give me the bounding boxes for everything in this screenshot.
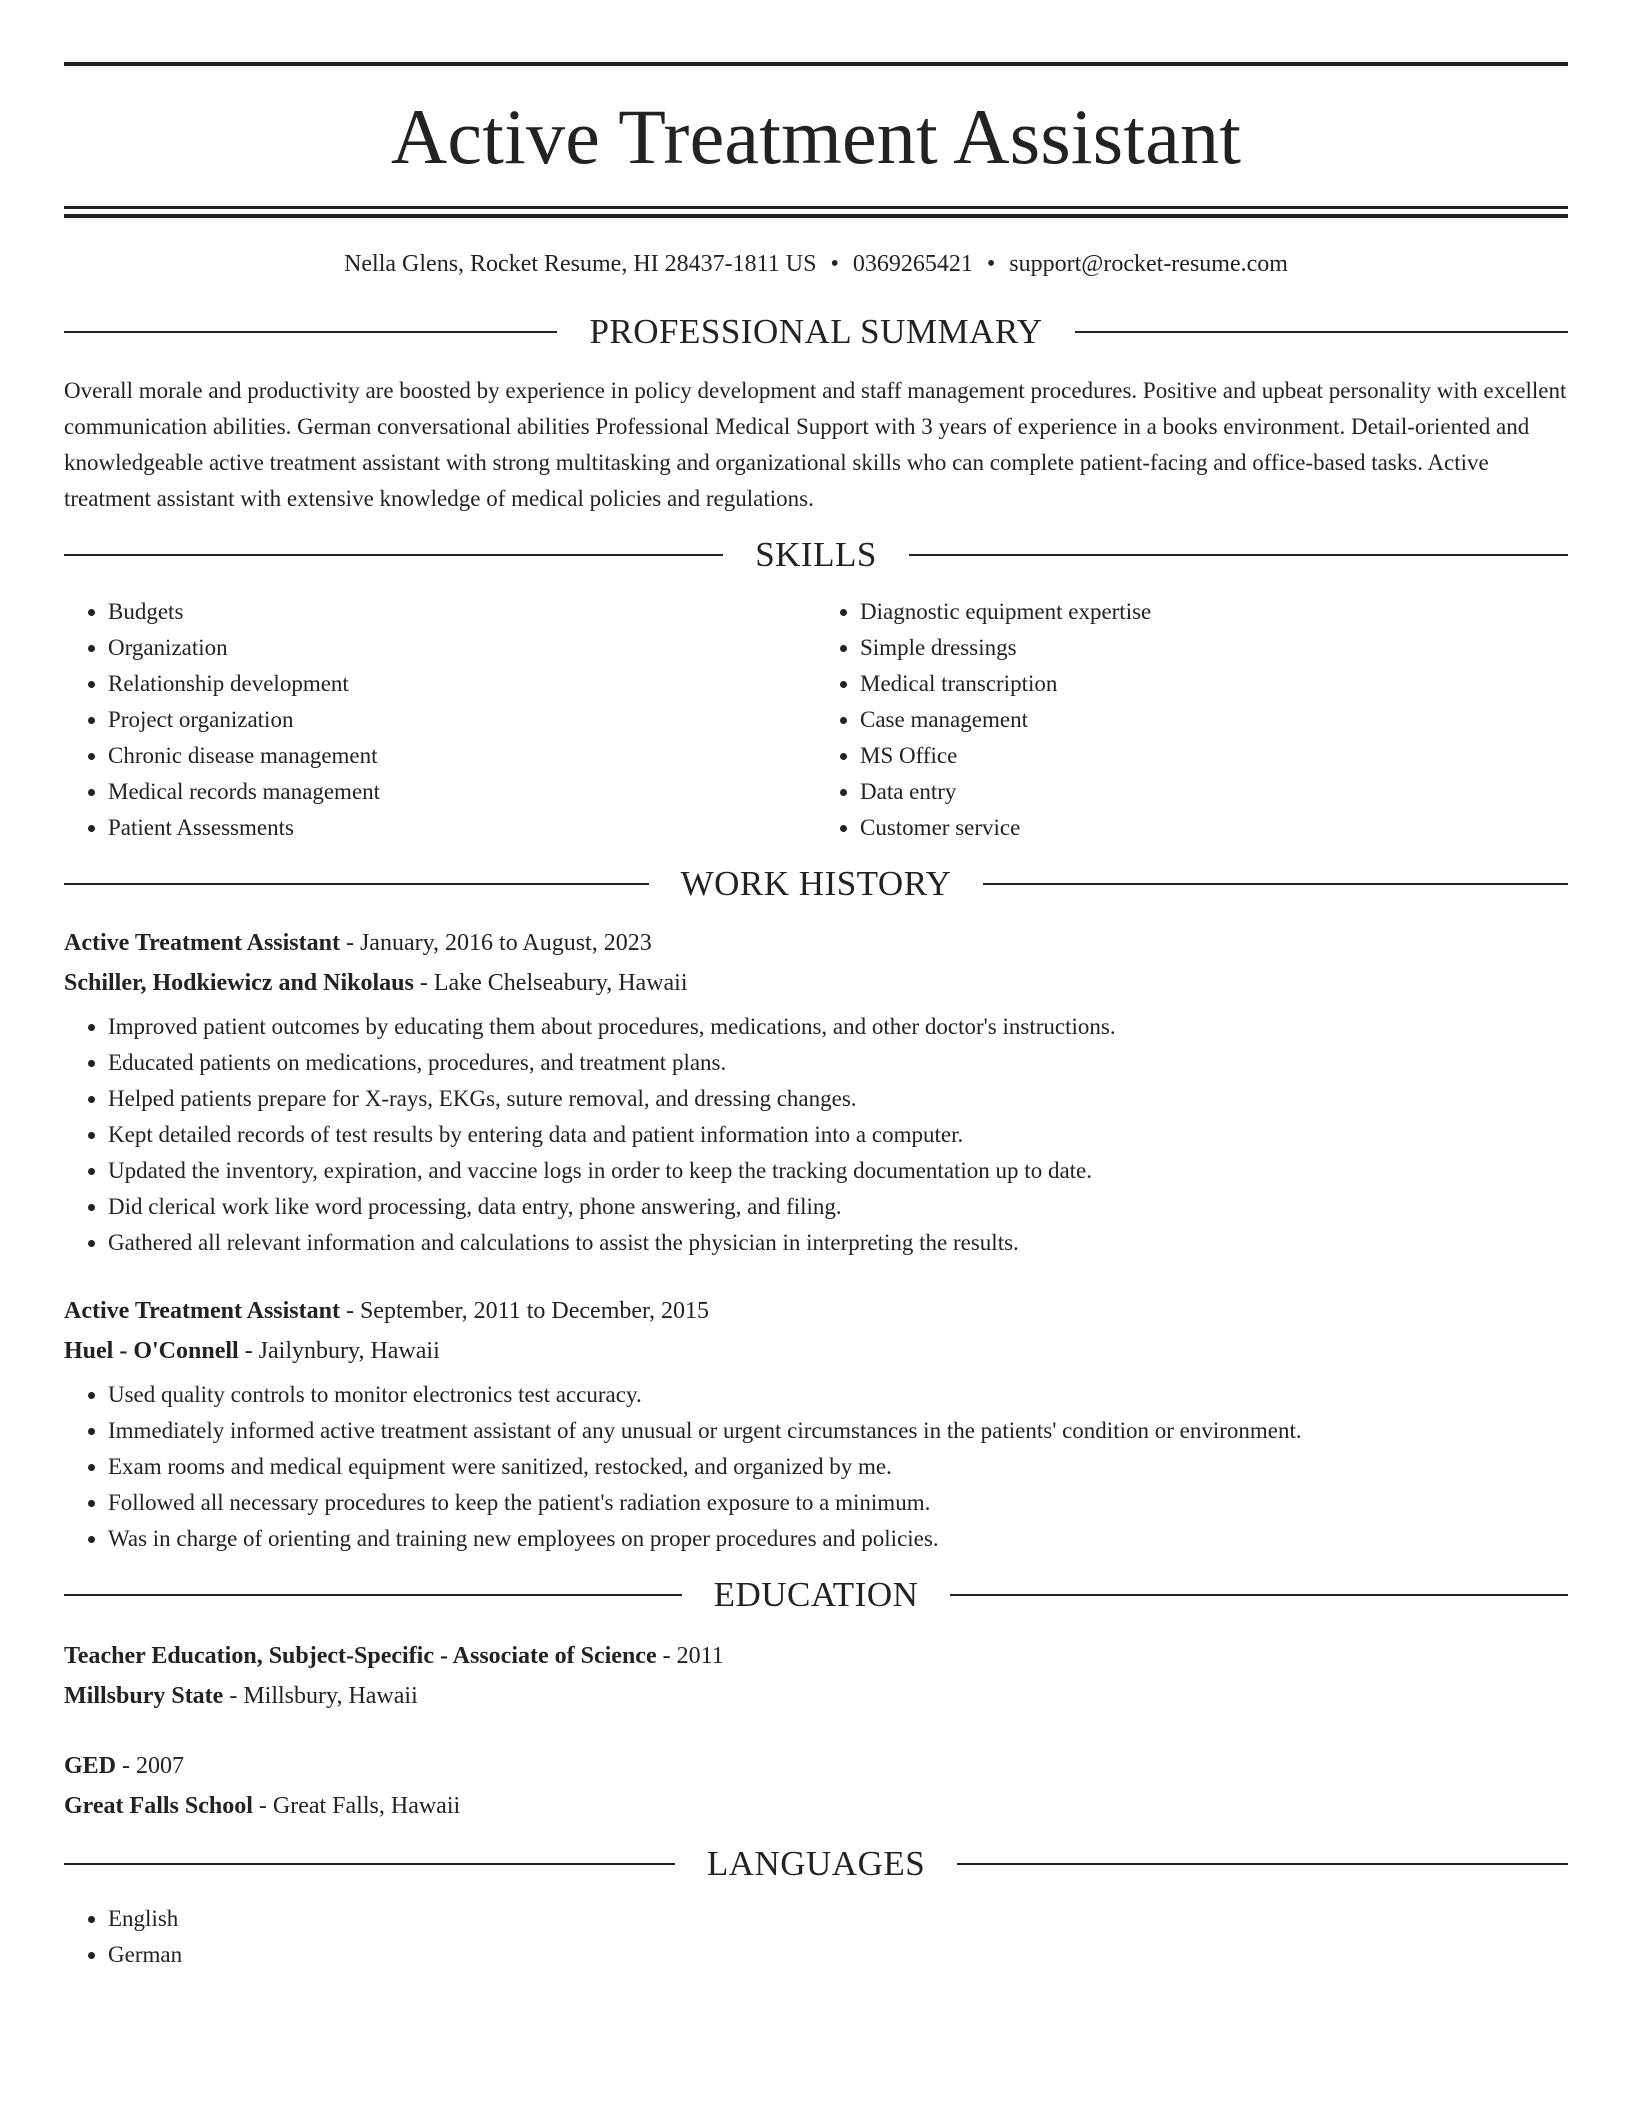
education-degree-line xyxy=(64,1636,1568,1676)
section-heading-summary xyxy=(64,314,1568,349)
top-rule xyxy=(64,62,1568,66)
heading-rule xyxy=(64,331,557,333)
list-item: • Patient Assessments xyxy=(108,810,816,846)
list-item: • Relationship development xyxy=(108,666,816,702)
education-location: - Great Falls, Hawaii xyxy=(252,1793,461,1819)
list-item: • Project organization xyxy=(108,702,816,738)
contact-separator: • xyxy=(986,251,996,277)
heading-rule xyxy=(909,554,1568,556)
title-double-rule xyxy=(64,206,1568,218)
list-item: • Immediately informed active treatment assistant of any unusual or urgent circumstances in the patients' condition or environment. xyxy=(108,1413,1568,1449)
education-location: - Millsbury, Hawaii xyxy=(223,1683,418,1709)
section-heading-education xyxy=(64,1577,1568,1612)
skills-columns xyxy=(64,594,1568,846)
list-item: • Data entry xyxy=(860,774,1568,810)
contact-email: support@rocket-resume.com xyxy=(1009,251,1288,277)
section-heading-languages xyxy=(64,1846,1568,1881)
job-title: Active Treatment Assistant xyxy=(64,930,340,956)
list-item: • Improved patient outcomes by educating them about procedures, medications, and other doctor's instructions. xyxy=(108,1009,1568,1045)
list-item: • Kept detailed records of test results by entering data and patient information into a computer. xyxy=(108,1117,1568,1153)
list-item: • Customer service xyxy=(860,810,1568,846)
list-item: • Chronic disease management xyxy=(108,738,816,774)
job-title-line xyxy=(64,923,1568,963)
heading-rule xyxy=(957,1863,1568,1865)
section-heading-work xyxy=(64,866,1568,901)
heading-rule xyxy=(64,554,723,556)
languages-list xyxy=(64,1901,1568,1973)
list-item: • Medical records management xyxy=(108,774,816,810)
education-school-line xyxy=(64,1676,1568,1716)
list-item: • Organization xyxy=(108,630,816,666)
list-item: • Helped patients prepare for X-rays, EKGs, suture removal, and dressing changes. xyxy=(108,1081,1568,1117)
list-item: • German xyxy=(108,1937,1568,1973)
heading-rule xyxy=(64,1594,682,1596)
education-degree: Teacher Education, Subject-Specific - Associate of Science xyxy=(64,1643,657,1669)
education-school: Millsbury State xyxy=(64,1683,224,1709)
job-company-line xyxy=(64,1331,1568,1371)
heading-rule xyxy=(983,883,1568,885)
list-item: • Educated patients on medications, procedures, and treatment plans. xyxy=(108,1045,1568,1081)
list-item: • Case management xyxy=(860,702,1568,738)
skills-list-left xyxy=(64,594,816,846)
job-duties-list xyxy=(64,1377,1568,1557)
job-dates: - September, 2011 to December, 2015 xyxy=(339,1298,710,1324)
list-item: • Medical transcription xyxy=(860,666,1568,702)
job-entry xyxy=(64,923,1568,1261)
heading-rule xyxy=(64,883,649,885)
education-entry xyxy=(64,1746,1568,1826)
list-item: • Diagnostic equipment expertise xyxy=(860,594,1568,630)
list-item: • Updated the inventory, expiration, and vaccine logs in order to keep the tracking documentation up to date. xyxy=(108,1153,1568,1189)
job-title-line xyxy=(64,1291,1568,1331)
job-company-line xyxy=(64,963,1568,1003)
job-dates: - January, 2016 to August, 2023 xyxy=(339,930,652,956)
list-item: • Did clerical work like word processing, data entry, phone answering, and filing. xyxy=(108,1189,1568,1225)
section-heading-skills xyxy=(64,537,1568,572)
education-degree-line xyxy=(64,1746,1568,1786)
job-company: Huel - O'Connell xyxy=(64,1338,239,1364)
job-entry xyxy=(64,1291,1568,1557)
job-title: Active Treatment Assistant xyxy=(64,1298,340,1324)
heading-rule xyxy=(64,1863,675,1865)
section-title: PROFESSIONAL SUMMARY xyxy=(589,312,1043,351)
list-item: • Used quality controls to monitor electronics test accuracy. xyxy=(108,1377,1568,1413)
section-title: SKILLS xyxy=(755,535,877,574)
section-title: EDUCATION xyxy=(713,1575,919,1614)
education-school: Great Falls School xyxy=(64,1793,253,1819)
education-entry xyxy=(64,1636,1568,1716)
contact-line xyxy=(64,252,1568,276)
list-item: • MS Office xyxy=(860,738,1568,774)
list-item: • Followed all necessary procedures to keep the patient's radiation exposure to a minimum. xyxy=(108,1485,1568,1521)
contact-separator: • xyxy=(830,251,839,277)
resume-title: Active Treatment Assistant xyxy=(390,93,1242,180)
list-item: • Was in charge of orienting and training new employees on proper procedures and policies. xyxy=(108,1521,1568,1557)
skills-list-right xyxy=(816,594,1568,846)
list-item: • English xyxy=(108,1901,1568,1937)
education-year: - 2011 xyxy=(656,1643,724,1669)
list-item: • Gathered all relevant information and calculations to assist the physician in interpreting the results. xyxy=(108,1225,1568,1261)
heading-rule xyxy=(1075,331,1568,333)
list-item: • Budgets xyxy=(108,594,816,630)
section-title: WORK HISTORY xyxy=(680,864,952,903)
job-duties-list xyxy=(64,1009,1568,1261)
education-year: - 2007 xyxy=(116,1753,185,1779)
job-company: Schiller, Hodkiewicz and Nikolaus xyxy=(64,970,414,996)
job-location: - Jailynbury, Hawaii xyxy=(238,1338,440,1364)
section-title: LANGUAGES xyxy=(706,1844,926,1883)
list-item: • Exam rooms and medical equipment were sanitized, restocked, and organized by me. xyxy=(108,1449,1568,1485)
job-location: - Lake Chelseabury, Hawaii xyxy=(413,970,688,996)
education-school-line xyxy=(64,1786,1568,1826)
summary-text: Overall morale and productivity are boosted by experience in policy development and staff management procedures. Positive and upbeat personality with excellent communication abilities. German conversational abilities Professional Medical Support with 3 years of experience in a books environment. Detail-oriented and knowledgeable active treatment assistant with strong multitasking and organizational skills who can complete patient-facing and office-based tasks. Active treatment assistant with extensive knowledge of medical policies and regulations. xyxy=(64,378,1567,511)
education-degree: GED xyxy=(64,1753,117,1779)
contact-phone: 0369265421 xyxy=(852,251,973,277)
list-item: • Simple dressings xyxy=(860,630,1568,666)
heading-rule xyxy=(950,1594,1568,1596)
contact-address: Nella Glens, Rocket Resume, HI 28437-1811 US xyxy=(344,251,817,277)
